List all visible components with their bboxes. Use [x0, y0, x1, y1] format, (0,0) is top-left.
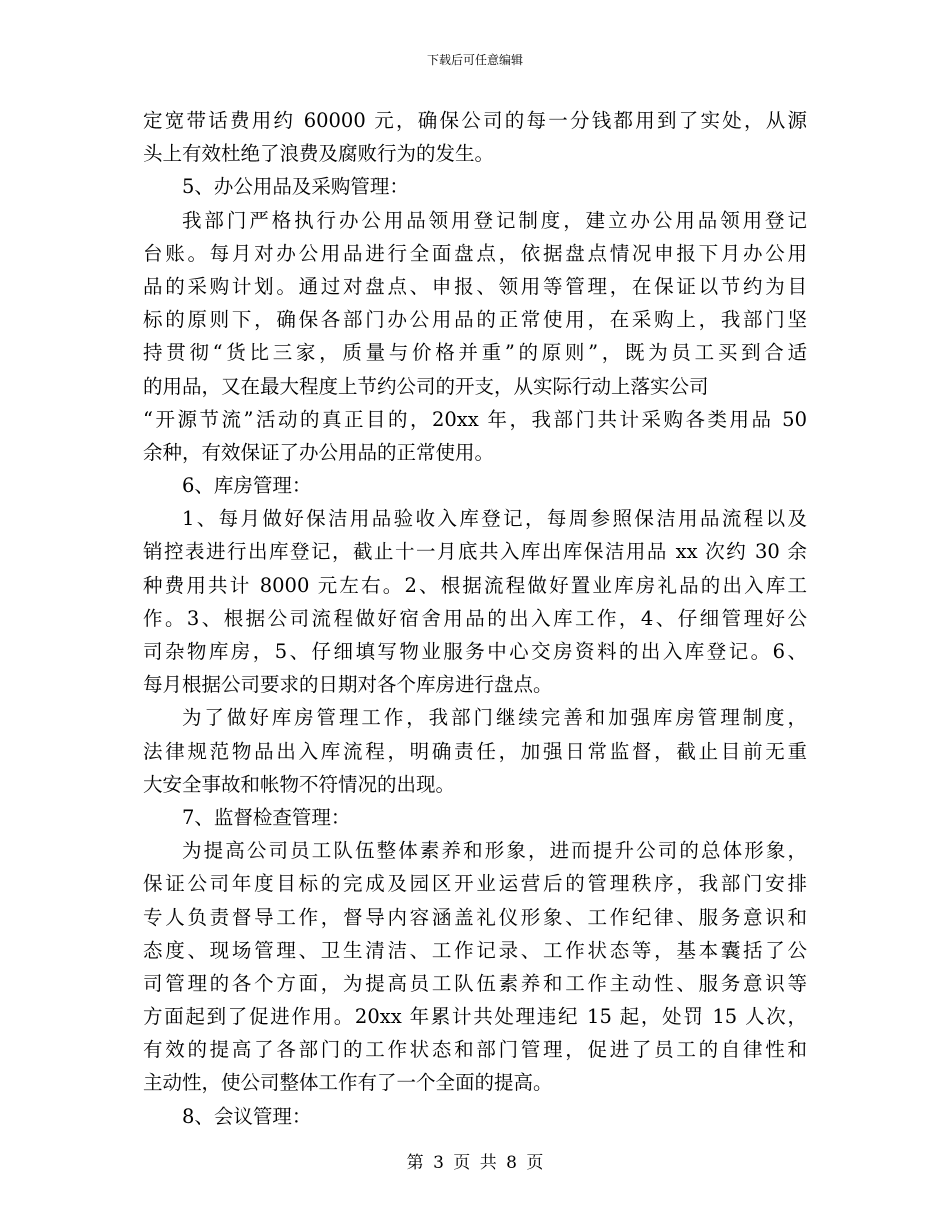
text-line: “开源节流”活动的真正目的，20xx 年，我部门共计采购各类用品 50: [143, 407, 807, 431]
page-footer: 第 3 页 共 8 页: [406, 1153, 544, 1173]
text-line: 为了做好库房管理工作，我部门继续完善和加强库房管理制度，: [182, 706, 807, 730]
text-line: 大安全事故和帐物不符情况的出现。: [143, 772, 456, 796]
text-line: 持贯彻“货比三家，质量与价格并重”的原则”，既为员工买到合适: [143, 341, 807, 365]
text-line: 7、监督检查管理：: [182, 805, 351, 829]
text-line: 专人负责督导工作，督导内容涵盖礼仪形象、工作纪律、服务意识和: [143, 905, 807, 929]
text-line: 头上有效杜绝了浪费及腐败行为的发生。: [143, 142, 495, 166]
document-body: [143, 104, 807, 1133]
text-line: 司杂物库房，5、仔细填写物业服务中心交房资料的出入库登记。6、: [143, 640, 807, 663]
text-line: 作。3、根据公司流程做好宿舍用品的出入库工作，4、仔细管理好公: [143, 606, 807, 630]
text-line: 余种，有效保证了办公用品的正常使用。: [143, 440, 495, 464]
text-line: 为提高公司员工队伍整体素养和形象，进而提升公司的总体形象，: [182, 839, 807, 863]
text-line: 的用品，又在最大程度上节约公司的开支，从实际行动上落实公司: [143, 374, 709, 398]
text-line: 6、库房管理：: [182, 474, 312, 498]
text-line: 保证公司年度目标的完成及园区开业运营后的管理秩序，我部门安排: [143, 872, 807, 896]
text-line: 有效的提高了各部门的工作状态和部门管理，促进了员工的自律性和: [143, 1038, 807, 1062]
text-line: 我部门严格执行办公用品领用登记制度，建立办公用品领用登记: [182, 208, 807, 232]
text-line: 司管理的各个方面，为提高员工队伍素养和工作主动性、服务意识等: [143, 971, 807, 995]
page-header: 下载后可任意编辑: [426, 53, 523, 67]
text-line: 品的采购计划。通过对盘点、申报、领用等管理，在保证以节约为目: [143, 274, 807, 298]
text-line: 态度、现场管理、卫生清洁、工作记录、工作状态等，基本囊括了公: [143, 938, 807, 962]
text-line: 8、会议管理：: [182, 1104, 312, 1128]
text-line: 1、每月做好保洁用品验收入库登记，每周参照保洁用品流程以及: [182, 507, 807, 531]
text-line: 5、办公用品及采购管理：: [182, 175, 409, 199]
text-line: 台账。每月对办公用品进行全面盘点，依据盘点情况申报下月办公用: [143, 241, 807, 265]
text-line: 种费用共计 8000 元左右。2、根据流程做好置业库房礼品的出入库工: [143, 573, 807, 597]
text-line: 法律规范物品出入库流程，明确责任，加强日常监督，截止目前无重: [143, 739, 807, 763]
text-line: 每月根据公司要求的日期对各个库房进行盘点。: [143, 673, 553, 697]
text-line: 主动性，使公司整体工作有了一个全面的提高。: [143, 1071, 553, 1095]
text-line: 标的原则下，确保各部门办公用品的正常使用，在采购上，我部门坚: [143, 308, 807, 332]
text-line: 销控表进行出库登记，截止十一月底共入库出库保洁用品 xx 次约 30 余: [143, 540, 807, 564]
text-line: 方面起到了促进作用。20xx 年累计共处理违纪 15 起，处罚 15 人次，: [143, 1005, 807, 1029]
text-line: 定宽带话费用约 60000 元，确保公司的每一分钱都用到了实处，从源: [143, 109, 807, 132]
